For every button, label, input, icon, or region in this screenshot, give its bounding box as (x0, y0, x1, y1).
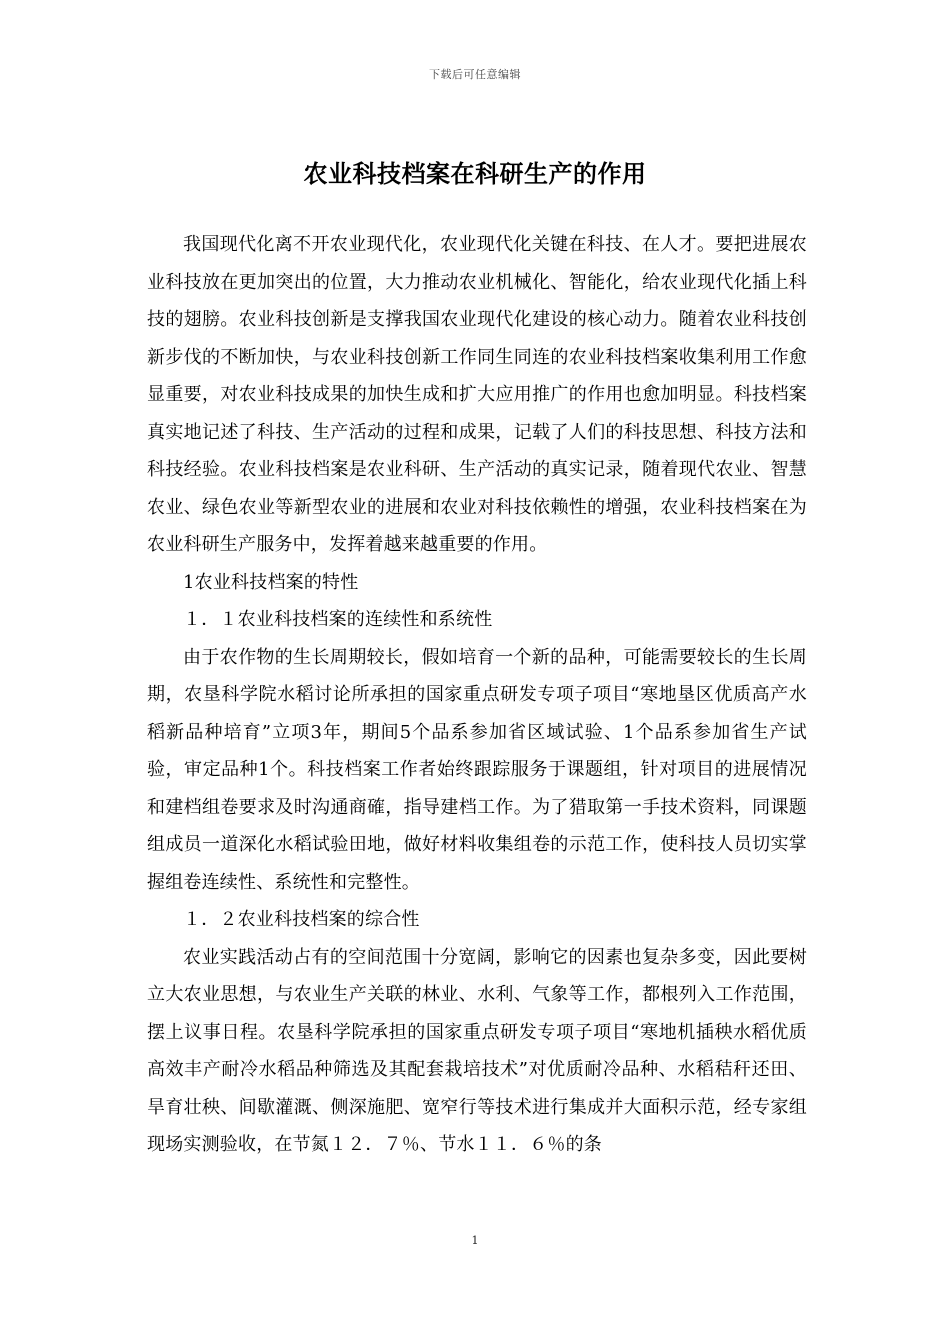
document-title: 农业科技档案在科研生产的作用 (303, 160, 647, 188)
section-heading-1-1: １．１农业科技档案的连续性和系统性 (183, 609, 493, 630)
page-number: 1 (471, 1234, 479, 1247)
paragraph-continuity: 由于农作物的生长周期较长，假如培育一个新的品种，可能需要较长的生长周期，农垦科学院水稻讨论所承担的国家重点研发专项子项目“寒地垦区优质高产水稻新品种培育”立项3年，期间5个品系参加省区域试验、1个品系参加省生产试验，审定品种1个。科技档案工作者始终跟踪服务于课题组，针对项目的进展情况和建档组卷要求及时沟通商確，指导建档工作。为了猎取第一手技术资料，同课题组成员一道深化水稻试验田地，做好材料收集组卷的示范工作，使科技人员切实掌握组卷连续性、系统性和完整性。 (147, 646, 807, 893)
section-heading-1: 1农业科技档案的特性 (183, 571, 359, 593)
document-body (147, 226, 807, 1164)
paragraph-comprehensiveness: 农业实践活动占有的空间范围十分宽阔，影响它的因素也复杂多变，因此要树立大农业思想，与农业生产关联的林业、水利、气象等工作，都根列入工作范围，摆上议事日程。农垦科学院承担的国家重点研发专项子项目“寒地机插秧水稻优质高效丰产耐冷水稻品种筛选及其配套栽培技术”对优质耐冷品种、水稻秸秆还田、旱育壮秧、间歇灌溉、侧深施肥、宽窄行等技术进行集成并大面积示范，经专家组现场实测验收，在节氮１２．７％、节水１１．６％的条 (147, 946, 807, 1155)
section-heading-1-2: １．２农业科技档案的综合性 (183, 909, 420, 930)
paragraph-intro: 我国现代化离不开农业现代化，农业现代化关键在科技、在人才。要把进展农业科技放在更加突出的位置，大力推动农业机械化、智能化，给农业现代化插上科技的翅膀。农业科技创新是支撑我国农业现代化建设的核心动力。随着农业科技创新步伐的不断加快，与农业科技创新工作同生同连的农业科技档案收集利用工作愈显重要，对农业科技成果的加快生成和扩大应用推广的作用也愈加明显。科技档案真实地记述了科技、生产活动的过程和成果，记载了人们的科技思想、科技方法和科技经验。农业科技档案是农业科研、生产活动的真实记录，随着现代农业、智慧农业、绿色农业等新型农业的进展和农业对科技依赖性的增强，农业科技档案在为农业科研生产服务中，发挥着越来越重要的作用。 (147, 234, 807, 555)
header-note: 下载后可任意编辑 (429, 68, 521, 81)
